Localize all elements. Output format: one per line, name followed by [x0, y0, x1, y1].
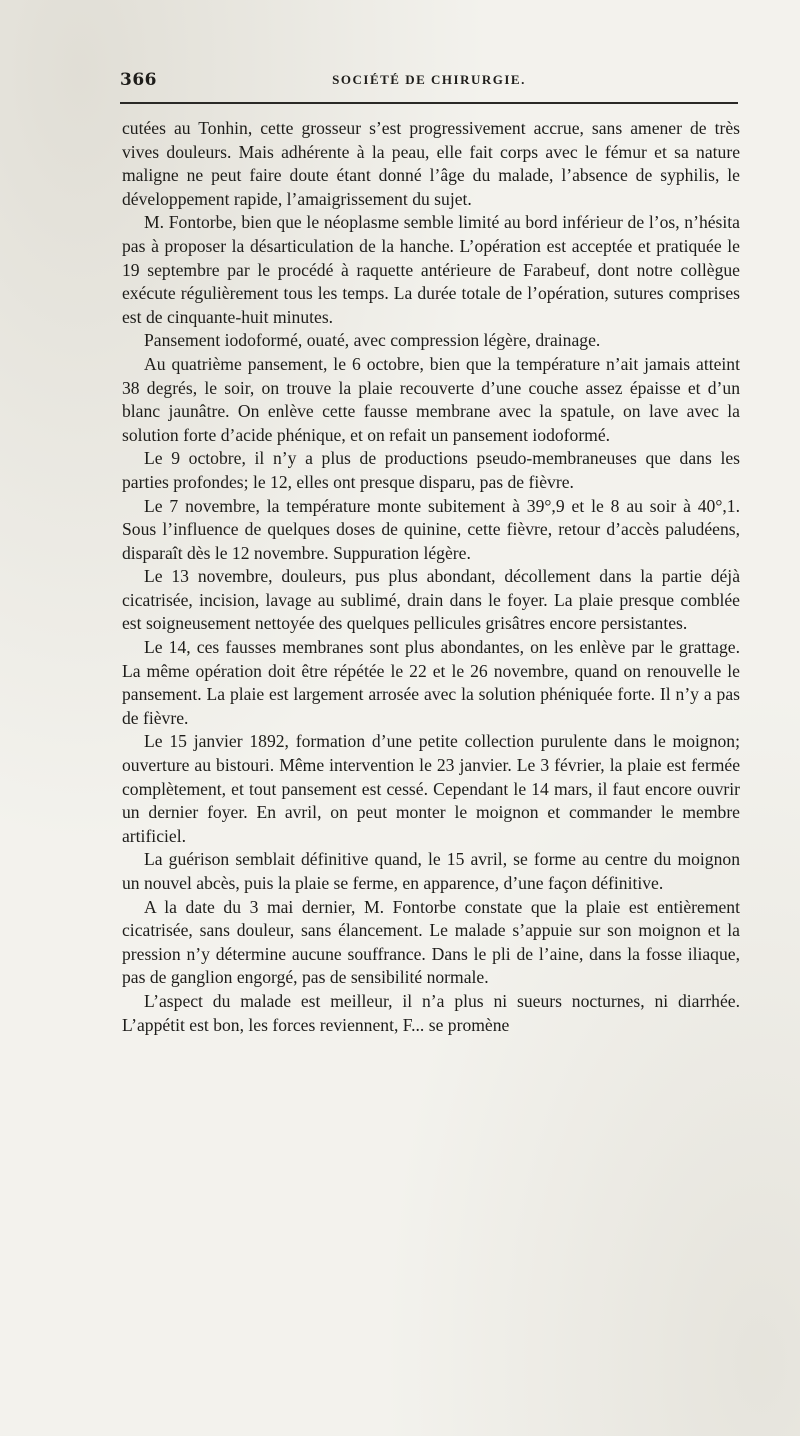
paragraph: La guérison semblait définitive quand, le 15 avril, se forme au centre du moignon un nouvel abcès, puis la plaie se ferme, en apparence, d’une façon définitive. [122, 849, 740, 893]
paragraph: Le 15 janvier 1892, formation d’une petite collection purulente dans le moignon; ouverture au bistouri. Même intervention le 23 janvier. Le 3 février, la plaie est fermée complètement, et tout pansement est cessé. Cependant le 14 mars, il faut encore ouvrir un dernier foyer. En avril, on peut monter le moignon et commander le membre artificiel. [122, 731, 740, 846]
header-rule [120, 102, 738, 104]
body-text [122, 117, 740, 1037]
paragraph: cutées au Tonhin, cette grosseur s’est progressivement accrue, sans amener de très vives douleurs. Mais adhérente à la peau, elle fait corps avec le fémur et sa nature maligne ne peut faire doute étant donné l’âge du malade, l’absence de syphilis, le développement rapide, l’amaigrissement du sujet. [122, 118, 740, 209]
paragraph: Le 13 novembre, douleurs, pus plus abondant, décollement dans la partie déjà cicatrisée, incision, lavage au sublimé, drain dans le foyer. La plaie presque comblée est soigneusement nettoyée des quelques pellicules grisâtres encore persistantes. [122, 566, 740, 634]
running-title: SOCIÉTÉ DE CHIRURGIE. [332, 72, 526, 87]
paragraph: Pansement iodoformé, ouaté, avec compression légère, drainage. [144, 330, 601, 351]
paragraph: L’aspect du malade est meilleur, il n’a plus ni sueurs nocturnes, ni diarrhée. L’appétit est bon, les forces reviennent, F... se promène [122, 990, 740, 1035]
paragraph: Au quatrième pansement, le 6 octobre, bien que la température n’ait jamais atteint 38 degrés, le soir, on trouve la plaie recouverte d’une couche assez épaisse et d’un blanc jaunâtre. On enlève cette fausse membrane avec la spatule, on lave avec la solution forte d’acide phénique, et on refait un pansement iodoformé. [122, 353, 740, 445]
paragraph: Le 14, ces fausses membranes sont plus abondantes, on les enlève par le grattage. La même opération doit être répétée le 22 et le 26 novembre, quand on renouvelle le pansement. La plaie est largement arrosée avec la solution phéniquée forte. Il n’y a pas de fièvre. [122, 637, 740, 728]
page-number: 366 [120, 70, 157, 90]
paragraph: M. Fontorbe, bien que le néoplasme semble limité au bord inférieur de l’os, n’hésita pas à proposer la désarticulation de la hanche. L’opération est acceptée et pratiquée le 19 septembre par le procédé à raquette antérieure de Farabeuf, dont notre collègue exécute régulièrement tous les temps. La durée totale de l’opération, sutures comprises est de cinquante-huit minutes. [122, 212, 740, 327]
paragraph: Le 9 octobre, il n’y a plus de productions pseudo-membraneuses que dans les parties profondes; le 12, elles ont presque disparu, pas de fièvre. [122, 448, 740, 492]
page-header [120, 70, 738, 92]
paragraph: Le 7 novembre, la température monte subitement à 39°,9 et le 8 au soir à 40°,1. Sous l’influence de quelques doses de quinine, cette fièvre, retour d’accès paludéens, disparaît dès le 12 novembre. Suppuration légère. [122, 495, 740, 563]
paragraph: A la date du 3 mai dernier, M. Fontorbe constate que la plaie est entièrement cicatrisée, sans douleur, sans élancement. Le malade s’appuie sur son moignon et la pression n’y détermine aucune souffrance. Dans le pli de l’aine, dans la fosse iliaque, pas de ganglion engorgé, pas de sensibilité normale. [122, 896, 740, 988]
